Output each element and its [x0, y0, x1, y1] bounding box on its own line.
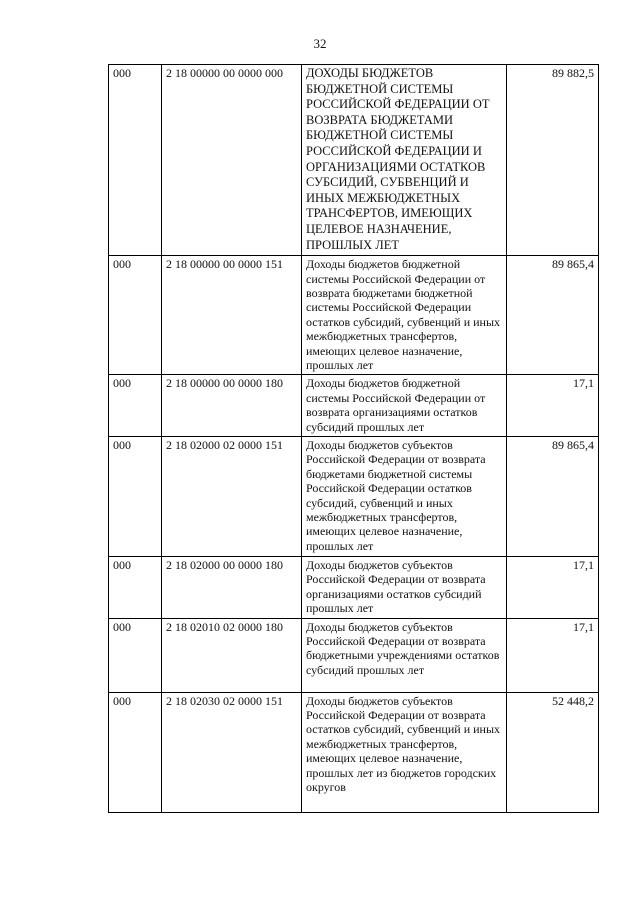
budget-classification-code-cell: 2 18 02030 02 0000 151 — [162, 692, 302, 812]
budget-classification-code-cell: 2 18 02000 00 0000 180 — [162, 557, 302, 619]
admin-code-cell: 000 — [109, 437, 162, 557]
budget-classification-code-cell: 2 18 00000 00 0000 180 — [162, 375, 302, 437]
table-row — [109, 437, 599, 557]
budget-classification-code-cell: 2 18 00000 00 0000 151 — [162, 256, 302, 375]
table-row — [109, 557, 599, 619]
amount-cell: 89 865,4 — [507, 437, 599, 557]
table-row — [109, 618, 599, 692]
amount-cell: 52 448,2 — [507, 692, 599, 812]
admin-code-cell: 000 — [109, 65, 162, 256]
revenue-name-cell: Доходы бюджетов субъектов Российской Федерации от возврата остатков субсидий, субвенций и иных межбюджетных трансфертов, имеющих целевое назначение, прошлых лет из бюджетов городских округов — [302, 692, 507, 812]
table-row — [109, 375, 599, 437]
revenue-name-cell: Доходы бюджетов бюджетной системы Российской Федерации от возврата бюджетами бюджетной системы Российской Федерации остатков субсидий, субвенций и иных межбюджетных трансфертов, имеющих целевое назначение, прошлых лет — [302, 256, 507, 375]
admin-code-cell: 000 — [109, 256, 162, 375]
admin-code-cell: 000 — [109, 557, 162, 619]
amount-cell: 89 865,4 — [507, 256, 599, 375]
revenue-name-cell: ДОХОДЫ БЮДЖЕТОВ БЮДЖЕТНОЙ СИСТЕМЫ РОССИЙСКОЙ ФЕДЕРАЦИИ ОТ ВОЗВРАТА БЮДЖЕТАМИ БЮДЖЕТНОЙ СИСТЕМЫ РОССИЙСКОЙ ФЕДЕРАЦИИ И ОРГАНИЗАЦИЯМИ ОСТАТКОВ СУБСИДИЙ, СУБВЕНЦИЙ И ИНЫХ МЕЖБЮДЖЕТНЫХ ТРАНСФЕРТОВ, ИМЕЮЩИХ ЦЕЛЕВОЕ НАЗНАЧЕНИЕ, ПРОШЛЫХ ЛЕТ — [302, 65, 507, 256]
revenue-name-cell: Доходы бюджетов субъектов Российской Федерации от возврата бюджетными учреждениями остатков субсидий прошлых лет — [302, 618, 507, 692]
amount-cell: 17,1 — [507, 375, 599, 437]
table-row — [109, 65, 599, 256]
amount-cell: 89 882,5 — [507, 65, 599, 256]
amount-cell: 17,1 — [507, 557, 599, 619]
revenue-name-cell: Доходы бюджетов бюджетной системы Российской Федерации от возврата организациями остатков субсидий прошлых лет — [302, 375, 507, 437]
page-number: 32 — [313, 36, 327, 51]
admin-code-cell: 000 — [109, 692, 162, 812]
revenue-name-cell: Доходы бюджетов субъектов Российской Федерации от возврата бюджетами бюджетной системы Российской Федерации остатков субсидий, субвенций и иных межбюджетных трансфертов, имеющих целевое назначение, прошлых лет — [302, 437, 507, 557]
table-row — [109, 692, 599, 812]
amount-cell: 17,1 — [507, 618, 599, 692]
budget-classification-code-cell: 2 18 00000 00 0000 000 — [162, 65, 302, 256]
budget-revenue-table — [108, 64, 599, 813]
table-row — [109, 256, 599, 375]
admin-code-cell: 000 — [109, 375, 162, 437]
budget-classification-code-cell: 2 18 02000 02 0000 151 — [162, 437, 302, 557]
revenue-name-cell: Доходы бюджетов субъектов Российской Федерации от возврата организациями остатков субсидий прошлых лет — [302, 557, 507, 619]
admin-code-cell: 000 — [109, 618, 162, 692]
budget-classification-code-cell: 2 18 02010 02 0000 180 — [162, 618, 302, 692]
